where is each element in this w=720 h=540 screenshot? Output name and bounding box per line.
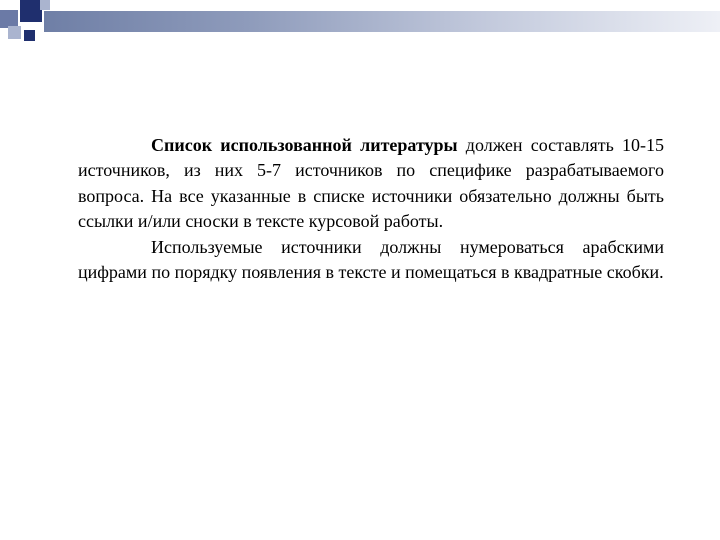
decoration-square-small (24, 30, 35, 41)
decoration-square-corner (40, 0, 50, 10)
paragraph1-body: должен составлять 10-15 источников, из них 5-7 источников по специфике разрабатываемого вопроса. На все указанные в списке источники обязательно должны быть ссылки и/или сноски в тексте курсовой работы. (78, 135, 664, 232)
paragraph-bibliography-requirements (78, 133, 664, 235)
header-decoration (0, 0, 720, 50)
decoration-square-dark (20, 0, 42, 22)
paragraph-numbering-rules: Используемые источники должны нумероваться арабскими цифрами по порядку появления в тексте и помещаться в квадратные скобки. (78, 236, 664, 283)
header-gradient-band (44, 11, 720, 32)
decoration-square-light (8, 26, 21, 39)
bibliography-heading-bold: Список использованной литературы (151, 135, 458, 155)
main-text-block (78, 133, 664, 285)
